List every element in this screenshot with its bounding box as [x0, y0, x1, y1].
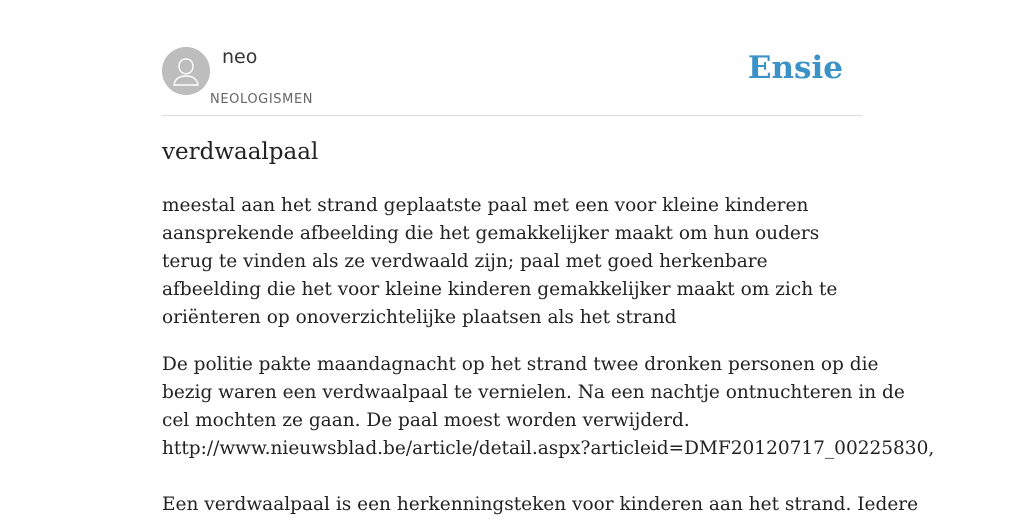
header-divider — [162, 115, 862, 116]
example-link-line[interactable]: http://www.nieuwsblad.be/article/detail.aspx?articleid=DMF20120717_00225830, — [162, 438, 935, 459]
example-line: bezig waren een verdwaalpaal te vernielen. Na een nachtje ontnuchteren in de — [162, 382, 905, 403]
entry-example — [162, 351, 935, 519]
example-blank-line — [162, 463, 862, 491]
entry-definition: meestal aan het strand geplaatste paal met een voor kleine kinderen aansprekende afbeelding die het gemakkelijker maakt om hun ouders terug te vinden als ze verdwaald zijn; paal met goed herkenbare afbeelding die het voor kleine kinderen gemakkelijker maakt om zich te oriënteren op onoverzichtelijke plaatsen als het strand — [162, 195, 838, 328]
author-name[interactable]: neo — [222, 46, 258, 68]
example-line: Een verdwaalpaal is een herkenningsteken voor kinderen aan het strand. Iedere — [162, 494, 919, 515]
entry-title: verdwaalpaal — [162, 139, 319, 165]
brand-logo[interactable]: Ensie — [747, 50, 843, 86]
example-line: cel mochten ze gaan. De paal moest worden verwijderd. — [162, 410, 690, 431]
category-label[interactable]: NEOLOGISMEN — [210, 92, 314, 107]
entry-header — [162, 46, 862, 116]
avatar[interactable] — [162, 47, 210, 95]
user-silhouette-icon — [162, 47, 210, 95]
example-line: De politie pakte maandagnacht op het strand twee dronken personen op die — [162, 354, 879, 375]
